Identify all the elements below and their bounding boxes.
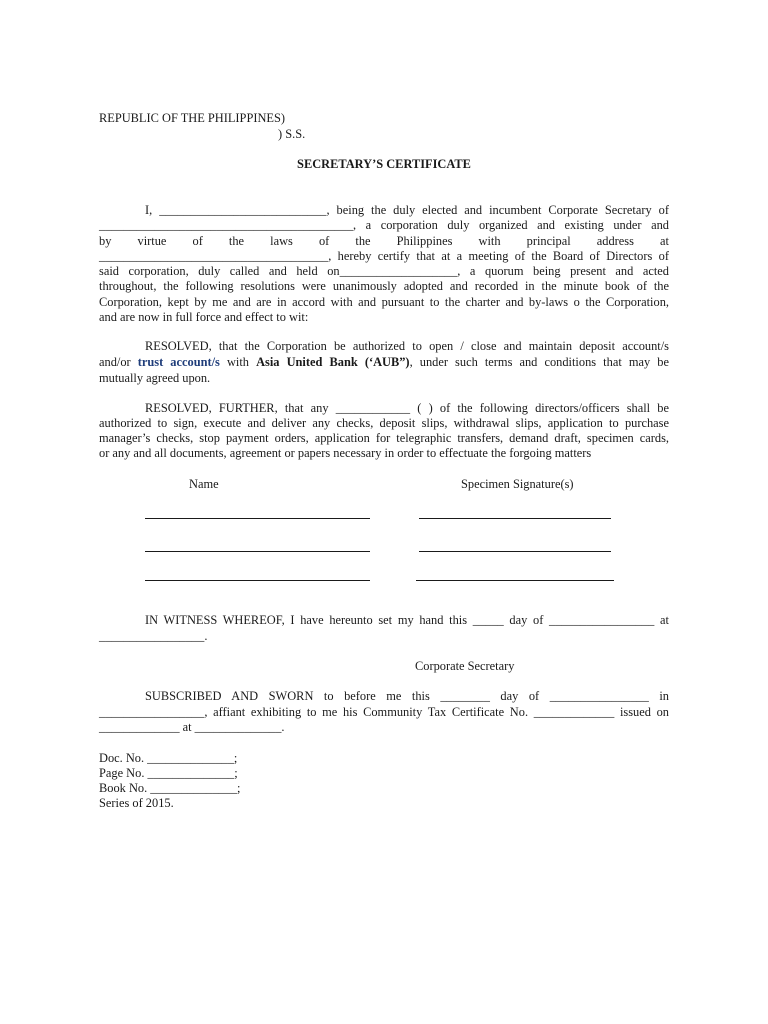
trust-account-text: trust account/s xyxy=(137,355,220,369)
intro-line-4: _____________________________________, hereby certify that at a meeting of the Board of Directors of xyxy=(99,249,669,263)
sworn-line-2: _________________, affiant exhibiting to me his Community Tax Certificate No. _____________ issued on xyxy=(99,705,669,719)
intro-line-8: and are now in full force and effect to wit: xyxy=(99,310,309,324)
sworn-line-1: SUBSCRIBED AND SWORN to before me this ________ day of ________________ in xyxy=(145,689,669,703)
resolved-1-line-1: RESOLVED, that the Corporation be authorized to open / close and maintain deposit account/s xyxy=(145,339,669,353)
document-title: SECRETARY’S CERTIFICATE xyxy=(297,157,471,171)
signature-line-1 xyxy=(419,518,611,519)
signature-line-3 xyxy=(416,580,614,581)
resolved-1-suffix: , under such terms and conditions that may be xyxy=(409,355,669,369)
notary-series: Series of 2015. xyxy=(99,796,174,810)
name-column-header: Name xyxy=(189,477,219,491)
intro-line-5: said corporation, duly called and held on___________________, a quorum being present and acted xyxy=(99,264,669,278)
name-line-2 xyxy=(145,551,370,552)
notary-page-no: Page No. ______________; xyxy=(99,766,238,780)
intro-line-7: Corporation, kept by me and are in accord with and pursuant to the charter and by-laws o the Corporation, xyxy=(99,295,669,309)
witness-line-2: _________________. xyxy=(99,629,208,643)
name-line-3 xyxy=(145,580,370,581)
resolved-1-with: with xyxy=(219,355,257,369)
intro-line-2: _________________________________________, a corporation duly organized and existing under and xyxy=(99,218,669,232)
resolved-2-line-2: authorized to sign, execute and deliver any checks, deposit slips, withdrawal slips, application to purchase xyxy=(99,416,669,430)
notary-doc-no: Doc. No. ______________; xyxy=(99,751,238,765)
resolved-2-line-3: manager’s checks, stop payment orders, application for telegraphic transfers, demand draft, specimen cards, xyxy=(99,431,669,445)
header-ss: ) S.S. xyxy=(278,127,306,141)
intro-line-1: I, ___________________________, being the duly elected and incumbent Corporate Secretary of xyxy=(145,203,669,217)
resolved-1-line-3: mutually agreed upon. xyxy=(99,371,211,385)
resolved-1-prefix: and/or xyxy=(99,355,138,369)
header-republic: REPUBLIC OF THE PHILIPPINES) xyxy=(99,111,285,125)
intro-line-3: by virtue of the laws of the Philippines with principal address at xyxy=(99,234,669,248)
resolved-1-line-2 xyxy=(99,355,669,370)
signature-column-header: Specimen Signature(s) xyxy=(461,477,574,491)
resolved-2-line-1: RESOLVED, FURTHER, that any ____________ ( ) of the following directors/officers shall be xyxy=(145,401,669,415)
resolved-2-line-4: or any and all documents, agreement or papers necessary in order to effectuate the forgoing matters xyxy=(99,446,592,460)
signature-line-2 xyxy=(419,551,611,552)
witness-line-1: IN WITNESS WHEREOF, I have hereunto set my hand this _____ day of _________________ at xyxy=(145,613,669,627)
name-line-1 xyxy=(145,518,370,519)
sworn-line-3: _____________ at ______________. xyxy=(99,720,285,734)
bank-name: Asia United Bank (‘AUB”) xyxy=(256,355,410,369)
intro-line-6: throughout, the following resolutions were unanimously adopted and recorded in the minute book of the xyxy=(99,279,669,293)
notary-book-no: Book No. ______________; xyxy=(99,781,241,795)
corporate-secretary-label: Corporate Secretary xyxy=(415,659,515,673)
